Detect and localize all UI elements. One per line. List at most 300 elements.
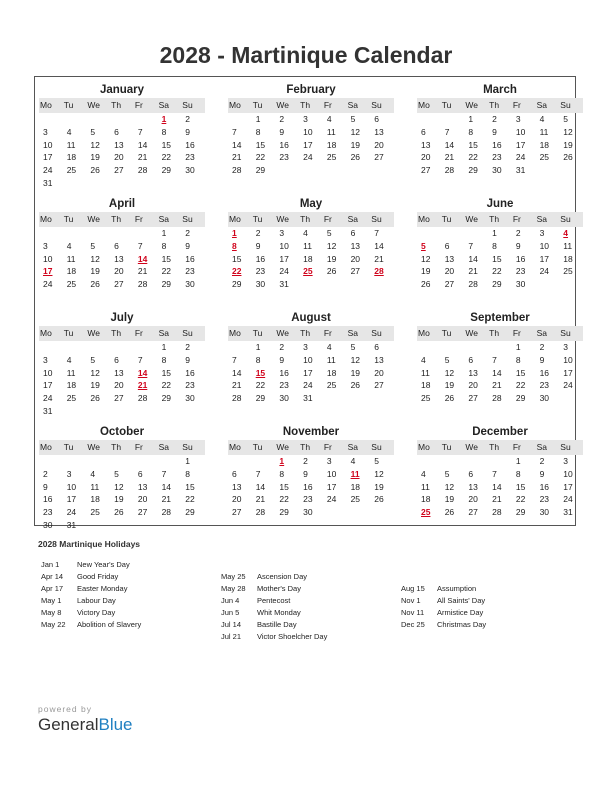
day-cell: 22: [515, 380, 526, 391]
day-cell: 22: [161, 152, 172, 163]
weekday-label: Su: [371, 100, 382, 110]
calendar-grid: [34, 76, 576, 530]
day-cell: 31: [303, 393, 313, 404]
month-name: June: [486, 198, 514, 210]
day-cell: 1: [492, 228, 497, 238]
day-cell: 20: [444, 266, 455, 277]
day-cell: 11: [66, 139, 76, 150]
brand-name-blue: Blue: [98, 715, 133, 734]
empty-cell: [417, 455, 441, 468]
day-cell: 26: [421, 279, 431, 290]
day-cell: 27: [444, 279, 455, 290]
day-cell: 16: [515, 253, 526, 264]
day-cell: 30: [185, 165, 195, 176]
month-name: October: [99, 426, 145, 438]
day-cell: 10: [66, 481, 77, 492]
weekday-header: [417, 440, 583, 455]
empty-cell: [158, 455, 182, 468]
month-name: August: [291, 312, 331, 324]
day-cell: 28: [161, 507, 172, 518]
weekday-label: Mo: [40, 328, 52, 338]
weekday-header: [417, 98, 583, 113]
holiday-name: All Saints' Day: [437, 596, 486, 605]
day-cell: 5: [90, 126, 96, 137]
weekday-header: [39, 98, 205, 113]
day-cell: 3: [326, 456, 332, 466]
empty-cell: [488, 341, 512, 354]
holiday-item: [41, 607, 141, 619]
day-grid: [228, 113, 394, 177]
day-cell: 13: [374, 354, 384, 365]
day-cell: 3: [303, 114, 308, 124]
holiday-name: New Year's Day: [77, 560, 130, 569]
day-cell: 21: [492, 494, 502, 505]
day-cell: 28: [137, 393, 148, 404]
day-cell: 2: [539, 342, 545, 352]
day-cell: 10: [43, 139, 53, 150]
day-cell: 2: [279, 114, 285, 124]
day-cell: 23: [303, 494, 313, 505]
day-cell: 21: [444, 152, 455, 163]
day-cell: 19: [374, 481, 384, 492]
day-cell: 5: [374, 456, 380, 466]
empty-cell: [134, 113, 158, 126]
day-cell: 7: [492, 354, 497, 365]
day-cell: 12: [350, 354, 361, 365]
holiday-day-cell: 14: [137, 253, 148, 264]
day-cell: 6: [444, 240, 450, 251]
weekday-label: We: [276, 100, 290, 110]
day-cell: 12: [444, 367, 455, 378]
month-name: November: [282, 426, 340, 438]
day-grid: [39, 227, 205, 291]
empty-cell: [441, 113, 465, 126]
day-cell: 15: [515, 481, 526, 492]
holiday-day-cell: 22: [232, 266, 242, 277]
day-cell: 24: [66, 507, 77, 518]
day-cell: 14: [444, 139, 455, 150]
day-cell: 22: [185, 494, 195, 505]
weekday-label: Th: [111, 328, 122, 338]
day-cell: 24: [43, 393, 53, 404]
day-cell: 12: [90, 139, 100, 150]
day-cell: 5: [90, 240, 96, 251]
day-cell: 20: [232, 494, 242, 505]
day-cell: 12: [326, 240, 337, 251]
day-cell: 20: [114, 266, 124, 277]
day-cell: 28: [492, 507, 502, 518]
day-cell: 17: [326, 481, 337, 492]
holiday-day-cell: 11: [350, 468, 360, 479]
day-cell: 13: [468, 367, 478, 378]
day-cell: 16: [539, 367, 550, 378]
holiday-date: Jul 21: [221, 632, 242, 641]
holiday-day-cell: 25: [421, 507, 431, 518]
day-cell: 21: [492, 380, 502, 391]
day-cell: 28: [137, 279, 148, 290]
day-cell: 6: [421, 126, 426, 137]
holiday-date: Jun 4: [221, 596, 240, 605]
day-cell: 17: [563, 367, 573, 378]
day-cell: 18: [350, 481, 361, 492]
day-cell: 30: [255, 279, 266, 290]
empty-cell: [39, 113, 63, 126]
day-cell: 27: [468, 393, 478, 404]
holiday-name: Victor Shoelcher Day: [257, 632, 328, 641]
day-cell: 28: [492, 393, 502, 404]
empty-cell: [464, 341, 488, 354]
day-cell: 20: [114, 152, 124, 163]
day-grid: [417, 455, 583, 519]
day-cell: 27: [137, 507, 148, 518]
holiday-date: Jan 1: [41, 560, 60, 569]
weekday-label: Tu: [252, 442, 263, 452]
day-cell: 16: [492, 139, 502, 150]
day-cell: 8: [255, 354, 261, 365]
day-cell: 5: [350, 114, 356, 124]
day-cell: 24: [43, 279, 53, 290]
day-cell: 18: [326, 139, 337, 150]
weekday-label: Mo: [40, 214, 52, 224]
day-cell: 15: [161, 367, 172, 378]
day-cell: 25: [326, 380, 337, 391]
day-grid: [39, 113, 205, 190]
day-cell: 24: [515, 152, 526, 163]
day-cell: 13: [114, 139, 124, 150]
day-cell: 4: [90, 468, 96, 479]
holiday-day-cell: 1: [279, 456, 285, 466]
day-cell: 6: [350, 228, 356, 238]
weekday-label: Tu: [63, 328, 74, 338]
day-cell: 1: [161, 342, 167, 352]
day-cell: 30: [43, 519, 53, 530]
weekday-label: Su: [560, 214, 571, 224]
empty-cell: [441, 227, 465, 240]
month-name: September: [470, 312, 530, 324]
day-cell: 19: [326, 253, 337, 264]
day-cell: 4: [66, 240, 72, 251]
brand-logo[interactable]: [38, 704, 133, 735]
day-cell: 11: [66, 367, 76, 378]
weekday-label: We: [465, 214, 479, 224]
day-cell: 11: [326, 354, 336, 365]
day-cell: 14: [161, 481, 172, 492]
day-cell: 4: [421, 468, 426, 479]
day-cell: 4: [539, 114, 545, 124]
holiday-day-cell: 25: [303, 266, 313, 277]
holiday-name: Labour Day: [77, 596, 116, 605]
holiday-day-cell: 4: [563, 228, 569, 238]
day-cell: 6: [468, 468, 474, 479]
day-cell: 10: [279, 240, 289, 251]
day-cell: 7: [137, 354, 143, 365]
day-cell: 19: [421, 266, 431, 277]
day-cell: 15: [232, 253, 242, 264]
day-cell: 25: [90, 507, 100, 518]
day-cell: 3: [43, 240, 48, 251]
day-cell: 7: [161, 468, 167, 479]
day-cell: 12: [114, 481, 124, 492]
day-cell: 26: [563, 152, 573, 163]
day-cell: 28: [137, 165, 148, 176]
weekday-label: Tu: [252, 328, 263, 338]
day-cell: 29: [515, 507, 526, 518]
day-cell: 17: [303, 139, 313, 150]
weekday-label: Th: [489, 214, 500, 224]
weekday-label: Tu: [441, 100, 452, 110]
day-cell: 27: [468, 507, 478, 518]
holiday-name: Armistice Day: [437, 608, 484, 617]
day-cell: 5: [114, 468, 119, 479]
day-cell: 27: [114, 279, 124, 290]
day-cell: 9: [279, 126, 285, 137]
day-cell: 22: [161, 380, 172, 391]
empty-cell: [86, 455, 110, 468]
day-cell: 2: [185, 342, 191, 352]
holiday-date: May 28: [221, 584, 246, 593]
month-may: [228, 196, 394, 291]
day-cell: 23: [539, 380, 550, 391]
day-cell: 12: [374, 468, 384, 479]
day-cell: 22: [255, 380, 266, 391]
holiday-name: Whit Monday: [257, 608, 301, 617]
month-july: [39, 310, 205, 418]
day-cell: 10: [515, 126, 526, 137]
day-cell: 19: [563, 139, 573, 150]
empty-cell: [228, 341, 252, 354]
weekday-label: We: [276, 214, 290, 224]
day-cell: 24: [279, 266, 289, 277]
weekday-label: Sa: [536, 100, 547, 110]
day-cell: 3: [563, 342, 569, 352]
month-name: May: [299, 198, 323, 210]
day-cell: 19: [350, 367, 361, 378]
day-cell: 29: [161, 393, 172, 404]
holiday-item: [41, 619, 141, 631]
day-cell: 6: [137, 468, 143, 479]
day-cell: 8: [515, 354, 521, 365]
day-cell: 31: [563, 507, 573, 518]
day-cell: 30: [279, 393, 289, 404]
holidays-title: 2028 Martinique Holidays: [38, 539, 141, 549]
day-cell: 21: [255, 494, 266, 505]
day-cell: 1: [255, 114, 261, 124]
day-cell: 10: [326, 468, 337, 479]
day-cell: 6: [374, 114, 380, 124]
month-name: January: [99, 84, 145, 96]
day-cell: 31: [66, 519, 77, 530]
empty-cell: [110, 341, 134, 354]
day-cell: 30: [539, 507, 550, 518]
weekday-label: We: [465, 442, 479, 452]
weekday-label: Fr: [512, 100, 521, 110]
day-cell: 8: [468, 126, 474, 137]
empty-cell: [86, 227, 110, 240]
day-cell: 28: [232, 393, 242, 404]
weekday-label: Sa: [158, 328, 169, 338]
day-cell: 6: [374, 342, 380, 352]
weekday-label: Tu: [63, 214, 74, 224]
day-cell: 24: [43, 165, 53, 176]
day-cell: 29: [468, 165, 478, 176]
day-cell: 13: [421, 139, 431, 150]
day-cell: 7: [232, 126, 237, 137]
day-cell: 21: [137, 266, 148, 277]
day-cell: 9: [185, 240, 191, 251]
empty-cell: [63, 455, 87, 468]
day-cell: 13: [444, 253, 455, 264]
day-cell: 22: [161, 266, 172, 277]
day-grid: [417, 341, 583, 405]
day-cell: 13: [114, 253, 124, 264]
day-cell: 17: [563, 481, 573, 492]
weekday-label: We: [465, 328, 479, 338]
month-january: [39, 82, 205, 190]
day-cell: 19: [90, 152, 100, 163]
day-cell: 9: [515, 240, 521, 251]
day-cell: 6: [468, 354, 474, 365]
day-cell: 27: [114, 393, 124, 404]
day-cell: 13: [468, 481, 478, 492]
weekday-label: Th: [300, 100, 311, 110]
day-cell: 5: [444, 468, 450, 479]
day-cell: 22: [468, 152, 478, 163]
month-june: [417, 196, 583, 291]
day-cell: 9: [539, 468, 545, 479]
day-cell: 28: [444, 165, 455, 176]
weekday-label: Th: [111, 214, 122, 224]
day-cell: 30: [492, 165, 502, 176]
weekday-label: Su: [182, 214, 193, 224]
holiday-date: Jun 5: [221, 608, 240, 617]
day-cell: 23: [515, 266, 526, 277]
day-cell: 12: [90, 367, 100, 378]
weekday-label: We: [87, 214, 101, 224]
day-cell: 8: [161, 240, 167, 251]
weekday-label: Fr: [512, 328, 521, 338]
weekday-label: Th: [111, 442, 122, 452]
day-cell: 23: [279, 380, 289, 391]
day-cell: 16: [279, 367, 289, 378]
empty-cell: [417, 341, 441, 354]
day-cell: 16: [185, 367, 195, 378]
day-cell: 3: [515, 114, 521, 124]
weekday-label: Sa: [158, 442, 169, 452]
day-cell: 14: [468, 253, 478, 264]
day-cell: 26: [350, 380, 361, 391]
holiday-list-column-1: [41, 559, 141, 631]
month-april: [39, 196, 205, 291]
day-cell: 1: [515, 342, 521, 352]
holiday-item: [221, 595, 327, 607]
weekday-label: Su: [182, 442, 193, 452]
day-cell: 26: [350, 152, 361, 163]
holiday-name: Victory Day: [77, 608, 116, 617]
holiday-date: May 25: [221, 572, 246, 581]
holiday-day-cell: 28: [374, 266, 384, 277]
holiday-item: [401, 619, 486, 631]
weekday-label: Tu: [63, 100, 74, 110]
day-cell: 18: [421, 494, 431, 505]
day-cell: 26: [114, 507, 124, 518]
empty-cell: [110, 455, 134, 468]
weekday-label: Mo: [40, 442, 52, 452]
day-cell: 16: [255, 253, 266, 264]
day-cell: 18: [326, 367, 337, 378]
day-cell: 21: [374, 253, 384, 264]
day-cell: 26: [326, 266, 337, 277]
day-cell: 11: [563, 240, 573, 251]
day-cell: 7: [255, 468, 261, 479]
day-cell: 26: [90, 165, 100, 176]
weekday-label: Tu: [441, 328, 452, 338]
day-cell: 10: [539, 240, 550, 251]
day-cell: 24: [303, 380, 313, 391]
day-cell: 3: [303, 342, 308, 352]
weekday-label: Sa: [158, 214, 169, 224]
day-cell: 29: [492, 279, 502, 290]
weekday-label: Sa: [347, 328, 358, 338]
day-cell: 18: [563, 253, 573, 264]
weekday-label: Su: [560, 100, 571, 110]
month-march: [417, 82, 583, 177]
day-cell: 25: [539, 152, 550, 163]
day-cell: 29: [161, 279, 172, 290]
weekday-label: We: [276, 442, 290, 452]
weekday-label: Fr: [134, 214, 143, 224]
weekday-label: Mo: [418, 100, 430, 110]
day-cell: 18: [303, 253, 313, 264]
weekday-header: [228, 98, 394, 113]
weekday-label: Mo: [229, 214, 241, 224]
weekday-label: Su: [371, 442, 382, 452]
day-cell: 25: [326, 152, 337, 163]
holiday-item: [221, 583, 327, 595]
day-cell: 14: [492, 367, 502, 378]
day-cell: 17: [43, 152, 53, 163]
empty-cell: [86, 113, 110, 126]
day-cell: 13: [350, 240, 361, 251]
day-cell: 2: [185, 114, 191, 124]
day-cell: 3: [279, 228, 285, 238]
holiday-item: [41, 571, 141, 583]
day-cell: 27: [374, 380, 384, 391]
day-cell: 22: [515, 494, 526, 505]
day-cell: 13: [137, 481, 148, 492]
day-cell: 3: [563, 456, 569, 466]
weekday-label: Fr: [323, 100, 332, 110]
day-cell: 28: [255, 507, 266, 518]
empty-cell: [63, 113, 87, 126]
weekday-label: Tu: [252, 100, 263, 110]
holiday-name: Christmas Day: [437, 620, 487, 629]
empty-cell: [441, 455, 465, 468]
day-cell: 20: [421, 152, 431, 163]
day-cell: 24: [326, 494, 337, 505]
day-cell: 25: [350, 494, 361, 505]
day-cell: 3: [43, 354, 48, 365]
holiday-date: Apr 17: [41, 584, 64, 593]
weekday-header: [228, 212, 394, 227]
day-cell: 16: [185, 253, 195, 264]
day-cell: 15: [255, 139, 266, 150]
weekday-label: Mo: [229, 100, 241, 110]
weekday-label: Th: [111, 100, 122, 110]
day-cell: 18: [539, 139, 550, 150]
day-cell: 21: [161, 494, 172, 505]
day-cell: 17: [66, 494, 77, 505]
holiday-date: May 22: [41, 620, 66, 629]
